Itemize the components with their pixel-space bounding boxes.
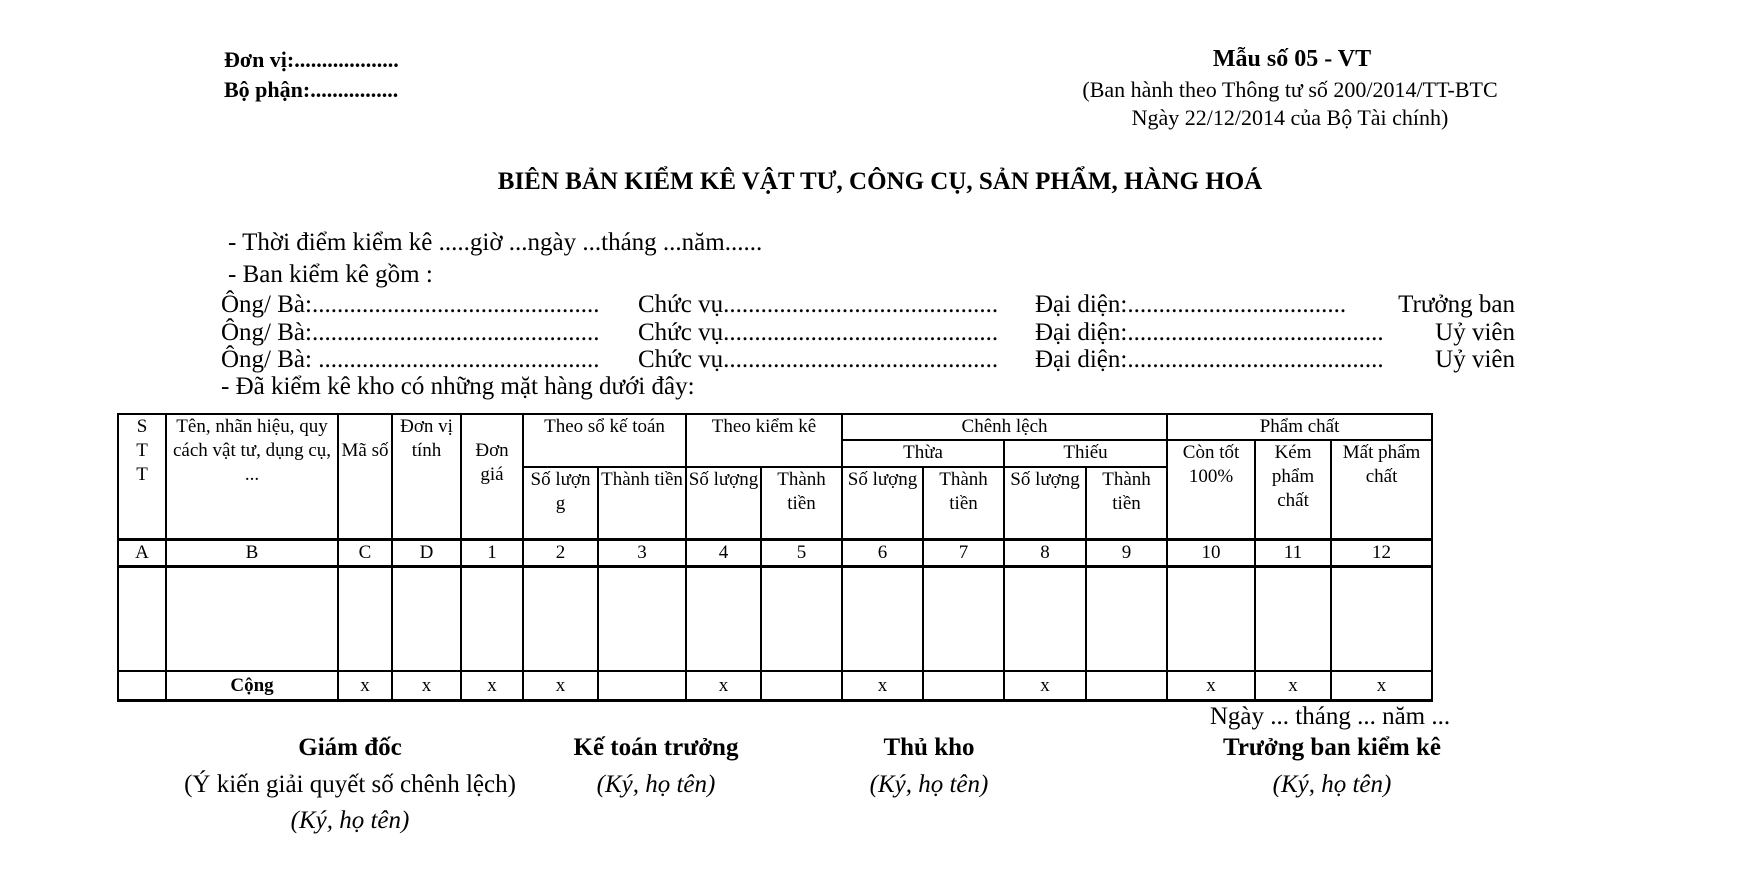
column-letter: 6	[842, 540, 923, 567]
total-cell: x	[686, 671, 761, 701]
signer-sign: (Ký, họ tên)	[1272, 771, 1392, 798]
total-cell: x	[338, 671, 392, 701]
column-letter: A	[118, 540, 166, 567]
member-role: Uỷ viên	[1435, 319, 1515, 346]
header-amount-shortage: Thành tiền	[1086, 467, 1167, 540]
column-letter: 11	[1255, 540, 1331, 567]
header-good: Còn tốt 100%	[1167, 440, 1255, 540]
form-number: Mẫu số 05 - VT	[1212, 46, 1372, 72]
header-qty-count: Số lượng	[686, 467, 761, 540]
signer-title: Giám đốc	[298, 734, 402, 761]
total-cell: x	[1004, 671, 1086, 701]
total-label: Cộng	[166, 671, 338, 701]
header-poor: Kém phẩm chất	[1255, 440, 1331, 540]
total-cell: x	[842, 671, 923, 701]
column-letter-row	[118, 540, 1432, 567]
table-cell[interactable]	[523, 567, 598, 672]
inventory-time-line: - Thời điểm kiểm kê .....giờ ...ngày ...tháng ...năm......	[228, 229, 763, 256]
total-cell: x	[1167, 671, 1255, 701]
total-cell	[598, 671, 686, 701]
table-cell[interactable]	[118, 567, 166, 672]
header-qty-shortage: Số lượng	[1004, 467, 1086, 540]
items-intro-line: - Đã kiểm kê kho có những mặt hàng dưới đây:	[221, 373, 695, 400]
column-letter: 5	[761, 540, 842, 567]
column-letter: 10	[1167, 540, 1255, 567]
sign-date-line: Ngày ... tháng ... năm ...	[1209, 703, 1451, 730]
column-letter: 12	[1331, 540, 1432, 567]
header-qty-books: Số lượn g	[523, 467, 598, 540]
header-amount-count: Thành tiền	[761, 467, 842, 540]
signer-sign: (Ký, họ tên)	[596, 771, 716, 798]
column-letter: B	[166, 540, 338, 567]
table-cell[interactable]	[338, 567, 392, 672]
total-cell: x	[461, 671, 523, 701]
total-cell: x	[392, 671, 461, 701]
total-cell: x	[523, 671, 598, 701]
table-cell[interactable]	[1167, 567, 1255, 672]
member-name-field: Ông/ Bà:..............................................	[221, 319, 600, 346]
table-row	[118, 567, 1432, 672]
member-role: Trưởng ban	[1398, 291, 1515, 318]
member-name-field: Ông/ Bà:..............................................	[221, 291, 600, 318]
table-cell[interactable]	[1255, 567, 1331, 672]
board-members-heading: - Ban kiểm kê gồm :	[228, 261, 433, 288]
department-field: Bộ phận:................	[224, 77, 399, 102]
signer-sign: (Ký, họ tên)	[290, 807, 410, 834]
header-lost: Mất phẩm chất	[1331, 440, 1432, 540]
member-position-field: Chức vụ............................................	[638, 346, 999, 373]
issued-by-line: (Ban hành theo Thông tư số 200/2014/TT-BTC	[1082, 77, 1498, 102]
signer-title: Thủ kho	[883, 734, 975, 761]
member-rep-field: Đại diện:...................................	[1035, 291, 1347, 318]
member-role: Uỷ viên	[1435, 346, 1515, 373]
page-title: BIÊN BẢN KIỂM KÊ VẬT TƯ, CÔNG CỤ, SẢN PHẨM, HÀNG HOÁ	[497, 168, 1263, 195]
column-letter: 7	[923, 540, 1004, 567]
table-cell[interactable]	[1086, 567, 1167, 672]
total-cell: x	[1255, 671, 1331, 701]
unit-field: Đơn vị:...................	[224, 47, 399, 72]
inventory-table	[117, 413, 1433, 702]
header-amount-books: Thành tiền	[598, 467, 686, 540]
member-position-field: Chức vụ............................................	[638, 291, 999, 318]
header-by-books: Theo sổ kế toán	[523, 414, 686, 467]
table-cell[interactable]	[1004, 567, 1086, 672]
table-cell[interactable]	[598, 567, 686, 672]
table-cell[interactable]	[761, 567, 842, 672]
table-cell[interactable]	[1331, 567, 1432, 672]
header-difference: Chênh lệch	[842, 414, 1167, 440]
total-cell	[1086, 671, 1167, 701]
header-stt: S T T	[118, 414, 166, 540]
column-letter: 4	[686, 540, 761, 567]
column-letter: 8	[1004, 540, 1086, 567]
header-surplus: Thừa	[842, 440, 1004, 467]
total-cell: x	[1331, 671, 1432, 701]
table-cell[interactable]	[686, 567, 761, 672]
column-letter: C	[338, 540, 392, 567]
header-item-name: Tên, nhãn hiệu, quy cách vật tư, dụng cụ, ...	[166, 414, 338, 540]
issued-date-line: Ngày 22/12/2014 của Bộ Tài chính)	[1131, 105, 1449, 130]
member-rep-field: Đại diện:.........................................	[1035, 319, 1384, 346]
column-letter: 2	[523, 540, 598, 567]
signer-title: Kế toán trưởng	[573, 734, 739, 761]
signer-sign: (Ký, họ tên)	[869, 771, 989, 798]
member-name-field: Ông/ Bà: .............................................	[221, 346, 600, 373]
column-letter: 9	[1086, 540, 1167, 567]
header-price: Đơn giá	[461, 414, 523, 540]
member-position-field: Chức vụ............................................	[638, 319, 999, 346]
column-letter: 1	[461, 540, 523, 567]
table-cell[interactable]	[461, 567, 523, 672]
header-by-count: Theo kiểm kê	[686, 414, 842, 467]
header-qty-surplus: Số lượng	[842, 467, 923, 540]
total-cell	[761, 671, 842, 701]
member-rep-field: Đại diện:.........................................	[1035, 346, 1384, 373]
column-letter: D	[392, 540, 461, 567]
table-cell[interactable]	[166, 567, 338, 672]
header-unit: Đơn vị tính	[392, 414, 461, 540]
table-cell[interactable]	[392, 567, 461, 672]
header-quality: Phẩm chất	[1167, 414, 1432, 440]
signer-note: (Ý kiến giải quyết số chênh lệch)	[184, 771, 516, 798]
header-amount-surplus: Thành tiền	[923, 467, 1004, 540]
total-row	[118, 671, 1432, 701]
total-cell	[118, 671, 166, 701]
column-letter: 3	[598, 540, 686, 567]
header-shortage: Thiếu	[1004, 440, 1167, 467]
table-cell[interactable]	[842, 567, 923, 672]
table-cell[interactable]	[923, 567, 1004, 672]
signer-title: Trưởng ban kiểm kê	[1223, 734, 1441, 761]
total-cell	[923, 671, 1004, 701]
header-code: Mã số	[338, 414, 392, 540]
